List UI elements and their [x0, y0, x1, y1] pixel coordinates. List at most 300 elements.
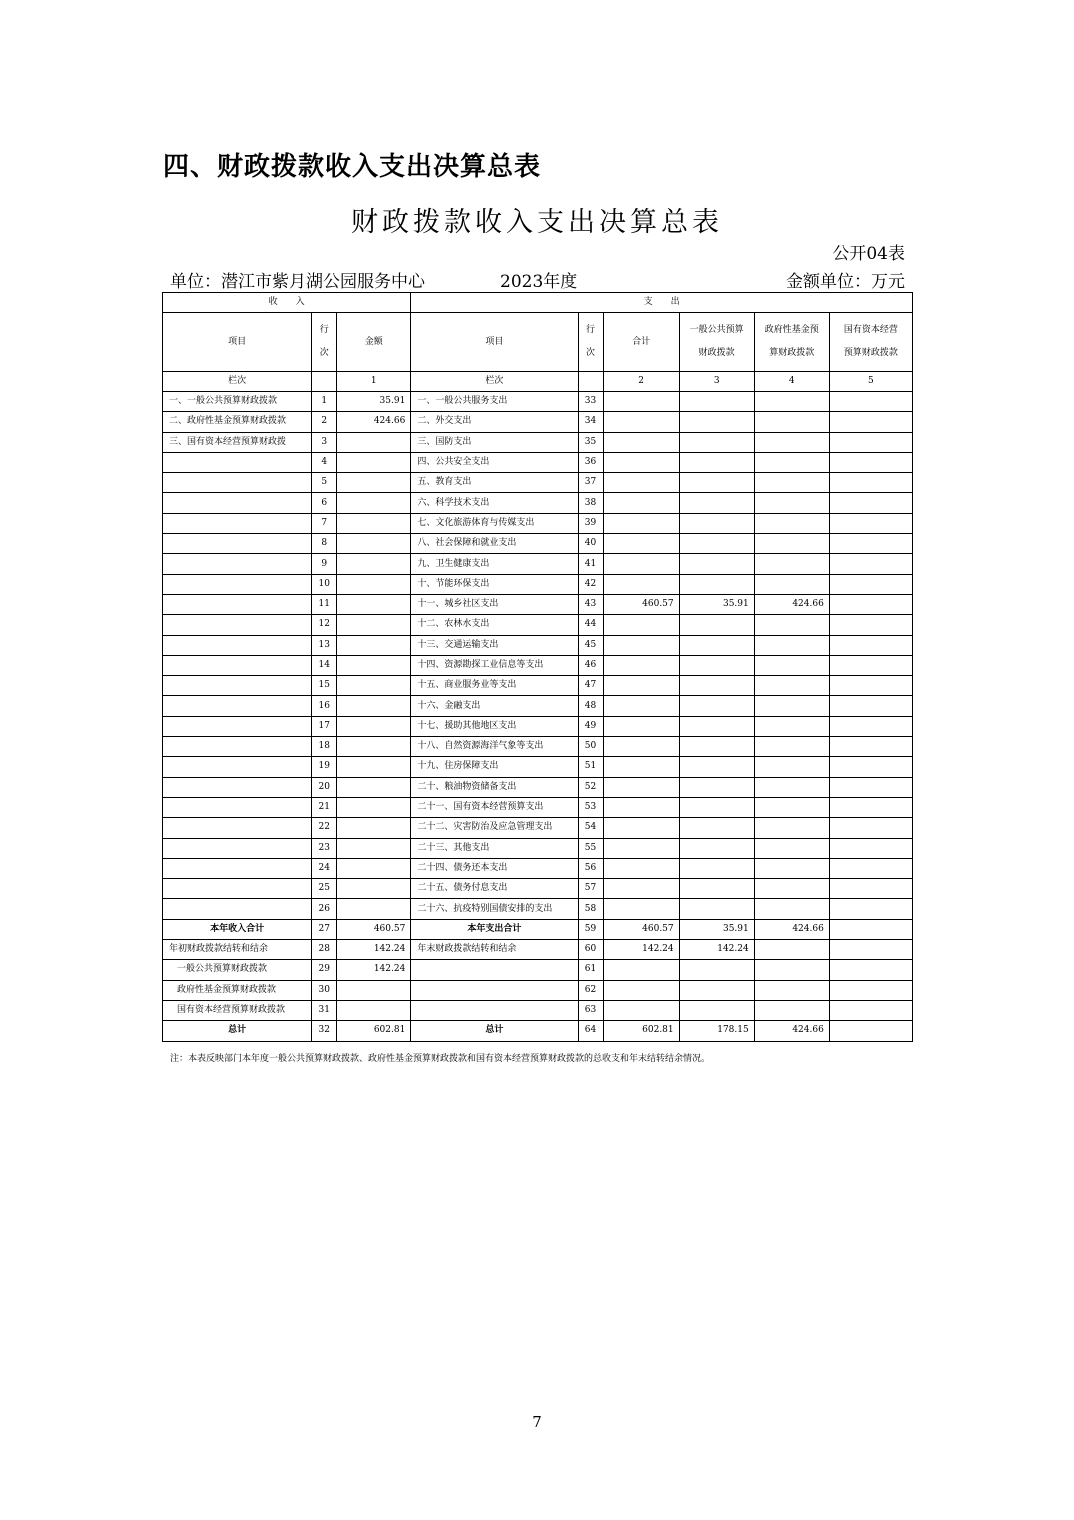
income-row-no: 6: [312, 493, 337, 513]
form-code: 公开04表: [832, 244, 905, 264]
gov-fund-amount: [754, 940, 829, 960]
gov-fund-amount: 424.66: [754, 594, 829, 614]
income-row-no: 30: [312, 980, 337, 1000]
expense-row-no: 59: [578, 919, 603, 939]
income-amount: [337, 676, 411, 696]
expense-row-no: 41: [578, 554, 603, 574]
state-capital-amount: [829, 534, 912, 554]
expense-item: 六、科学技术支出: [411, 493, 578, 513]
state-capital-amount: [829, 676, 912, 696]
income-row-no: 4: [312, 452, 337, 472]
total-amount: [603, 432, 679, 452]
general-budget-amount: [679, 635, 754, 655]
income-amount: 424.66: [337, 412, 411, 432]
total-amount: [603, 473, 679, 493]
table-row: [163, 574, 913, 594]
expense-item: 三、国防支出: [411, 432, 578, 452]
gov-fund-amount: [754, 412, 829, 432]
state-capital-amount: [829, 960, 912, 980]
income-item: [163, 534, 312, 554]
income-row-no: 12: [312, 615, 337, 635]
col-gov-fund: [754, 313, 829, 372]
state-capital-amount: [829, 838, 912, 858]
income-row-no: 1: [312, 392, 337, 412]
money-unit-label: 金额单位：万元: [786, 272, 905, 292]
table-row: [163, 655, 913, 675]
income-item: [163, 818, 312, 838]
general-budget-amount: [679, 412, 754, 432]
general-budget-amount: [679, 534, 754, 554]
expense-row-no: 35: [578, 432, 603, 452]
state-capital-amount: [829, 940, 912, 960]
col-state-top: 国有资本经营: [843, 325, 898, 335]
general-budget-amount: [679, 473, 754, 493]
income-item: 国有资本经营预算财政拨款: [163, 1000, 312, 1020]
table-row: [163, 797, 913, 817]
income-row-no: 11: [312, 594, 337, 614]
income-row-no: 29: [312, 960, 337, 980]
col-income-row: [312, 313, 337, 372]
income-row-no: 22: [312, 818, 337, 838]
table-note: 注：本表反映部门本年度一般公共预算财政拨款、政府性基金预算财政拨款和国有资本经营预算财政拨款的总收支和年末结转结余情况。: [170, 1054, 711, 1064]
total-amount: [603, 797, 679, 817]
total-amount: [603, 452, 679, 472]
total-amount: [603, 737, 679, 757]
income-amount: 460.57: [337, 919, 411, 939]
income-item: [163, 777, 312, 797]
carry-row: [163, 940, 913, 960]
gov-fund-amount: [754, 797, 829, 817]
income-row-no: 16: [312, 696, 337, 716]
income-item: [163, 594, 312, 614]
gov-fund-amount: [754, 452, 829, 472]
year-label: 2023年度: [500, 272, 578, 292]
table-row: [163, 899, 913, 919]
income-item: [163, 737, 312, 757]
col-row-bottom: 次: [319, 348, 329, 358]
general-budget-amount: [679, 615, 754, 635]
page-heading: 四、财政拨款收入支出决算总表: [163, 152, 542, 182]
general-budget-amount: [679, 737, 754, 757]
table-row: [163, 858, 913, 878]
expense-row-no: 46: [578, 655, 603, 675]
expense-item: 二十、粮油物资储备支出: [411, 777, 578, 797]
expense-row-no: 38: [578, 493, 603, 513]
income-amount: [337, 534, 411, 554]
general-budget-amount: [679, 696, 754, 716]
table-row: [163, 818, 913, 838]
expense-row-no: 61: [578, 960, 603, 980]
col-gov-fund-top: 政府性基金预: [764, 325, 819, 335]
state-capital-amount: [829, 879, 912, 899]
income-amount: [337, 452, 411, 472]
income-item: 总计: [163, 1021, 312, 1041]
total-amount: 142.24: [603, 940, 679, 960]
income-item: 二、政府性基金预算财政拨款: [163, 412, 312, 432]
general-budget-amount: [679, 858, 754, 878]
income-row-no: 27: [312, 919, 337, 939]
lanci-income-row: [312, 372, 337, 392]
expense-item: 八、社会保障和就业支出: [411, 534, 578, 554]
gov-fund-amount: [754, 513, 829, 533]
state-capital-amount: [829, 594, 912, 614]
expense-row-no: 62: [578, 980, 603, 1000]
income-item: [163, 797, 312, 817]
table-row: [163, 412, 913, 432]
income-row-no: 15: [312, 676, 337, 696]
carry-row: [163, 1000, 913, 1020]
income-amount: [337, 594, 411, 614]
lanci-2: 2: [603, 372, 679, 392]
total-amount: [603, 554, 679, 574]
carry-row: [163, 960, 913, 980]
income-item: 一般公共预算财政拨款: [163, 960, 312, 980]
general-budget-amount: [679, 960, 754, 980]
state-capital-amount: [829, 452, 912, 472]
general-budget-amount: [679, 838, 754, 858]
expense-item: 十七、援助其他地区支出: [411, 716, 578, 736]
expense-row-no: 64: [578, 1021, 603, 1041]
state-capital-amount: [829, 635, 912, 655]
income-item: [163, 757, 312, 777]
unit-label: 单位：潜江市紫月湖公园服务中心: [170, 272, 425, 292]
income-row-no: 18: [312, 737, 337, 757]
income-item: [163, 473, 312, 493]
table-row: [163, 392, 913, 412]
income-amount: [337, 432, 411, 452]
expense-item: 十二、农林水支出: [411, 615, 578, 635]
expense-row-no: 60: [578, 940, 603, 960]
general-budget-amount: [679, 676, 754, 696]
expense-row-no: 39: [578, 513, 603, 533]
income-amount: [337, 818, 411, 838]
income-row-no: 21: [312, 797, 337, 817]
general-budget-amount: 35.91: [679, 919, 754, 939]
expense-item: 总计: [411, 1021, 578, 1041]
state-capital-amount: [829, 919, 912, 939]
table-row: [163, 534, 913, 554]
total-amount: [603, 899, 679, 919]
expense-item: [411, 980, 578, 1000]
table-row: [163, 757, 913, 777]
gov-fund-amount: [754, 1000, 829, 1020]
state-capital-amount: [829, 615, 912, 635]
income-row-no: 23: [312, 838, 337, 858]
income-item: [163, 635, 312, 655]
table-row: [163, 513, 913, 533]
income-row-no: 2: [312, 412, 337, 432]
state-capital-amount: [829, 1021, 912, 1041]
expense-row-no: 57: [578, 879, 603, 899]
income-row-no: 28: [312, 940, 337, 960]
expense-row-no: 63: [578, 1000, 603, 1020]
income-amount: 35.91: [337, 392, 411, 412]
income-row-no: 20: [312, 777, 337, 797]
total-amount: [603, 1000, 679, 1020]
general-budget-amount: [679, 980, 754, 1000]
income-row-no: 8: [312, 534, 337, 554]
col-gov-fund-bottom: 算财政拨款: [769, 348, 815, 358]
general-budget-amount: [679, 432, 754, 452]
col-row-bottom: 次: [586, 348, 596, 358]
total-amount: [603, 879, 679, 899]
expense-item: 二十六、抗疫特别国债安排的支出: [411, 899, 578, 919]
income-amount: [337, 980, 411, 1000]
table-row: [163, 615, 913, 635]
income-amount: [337, 858, 411, 878]
expense-item: 十八、自然资源海洋气象等支出: [411, 737, 578, 757]
income-item: [163, 655, 312, 675]
page-number: 7: [532, 1413, 542, 1431]
income-row-no: 25: [312, 879, 337, 899]
state-capital-amount: [829, 899, 912, 919]
state-capital-amount: [829, 574, 912, 594]
gov-fund-amount: [754, 777, 829, 797]
total-amount: [603, 635, 679, 655]
total-amount: [603, 392, 679, 412]
lanci-expense-row: [578, 372, 603, 392]
gov-fund-amount: [754, 534, 829, 554]
general-budget-amount: [679, 493, 754, 513]
income-item: 政府性基金预算财政拨款: [163, 980, 312, 1000]
total-amount: [603, 980, 679, 1000]
state-capital-amount: [829, 716, 912, 736]
expense-item: 十九、住房保障支出: [411, 757, 578, 777]
lanci-1: 1: [337, 372, 411, 392]
expense-item: 九、卫生健康支出: [411, 554, 578, 574]
income-amount: [337, 838, 411, 858]
col-general-top: 一般公共预算: [689, 325, 744, 335]
table-row: [163, 554, 913, 574]
gov-fund-amount: [754, 737, 829, 757]
income-amount: [337, 879, 411, 899]
gov-fund-amount: [754, 838, 829, 858]
gov-fund-amount: [754, 473, 829, 493]
income-amount: 602.81: [337, 1021, 411, 1041]
general-budget-amount: [679, 574, 754, 594]
gov-fund-amount: [754, 858, 829, 878]
carry-row: [163, 980, 913, 1000]
col-amount: 金额: [337, 313, 411, 372]
income-item: [163, 493, 312, 513]
income-row-no: 26: [312, 899, 337, 919]
column-header-row: [163, 313, 913, 372]
income-amount: [337, 716, 411, 736]
total-amount: [603, 574, 679, 594]
income-item: [163, 452, 312, 472]
gov-fund-amount: [754, 635, 829, 655]
general-budget-amount: [679, 818, 754, 838]
state-capital-amount: [829, 392, 912, 412]
income-row-no: 9: [312, 554, 337, 574]
expense-row-no: 40: [578, 534, 603, 554]
income-amount: [337, 554, 411, 574]
income-item: 本年收入合计: [163, 919, 312, 939]
total-amount: [603, 493, 679, 513]
total-amount: [603, 838, 679, 858]
table-row: [163, 493, 913, 513]
total-amount: [603, 513, 679, 533]
col-state-bottom: 预算财政拨款: [843, 348, 898, 358]
table-row: [163, 879, 913, 899]
income-row-no: 31: [312, 1000, 337, 1020]
expense-row-no: 51: [578, 757, 603, 777]
state-capital-amount: [829, 777, 912, 797]
total-amount: [603, 412, 679, 432]
gov-fund-amount: [754, 696, 829, 716]
income-amount: 142.24: [337, 960, 411, 980]
income-amount: [337, 615, 411, 635]
total-amount: [603, 534, 679, 554]
income-amount: [337, 737, 411, 757]
income-row-no: 24: [312, 858, 337, 878]
expense-row-no: 48: [578, 696, 603, 716]
section-header-row: [163, 293, 913, 313]
table-row: [163, 696, 913, 716]
total-amount: [603, 777, 679, 797]
expense-row-no: 34: [578, 412, 603, 432]
subtotal-row: [163, 919, 913, 939]
gov-fund-amount: [754, 899, 829, 919]
total-amount: [603, 818, 679, 838]
gov-fund-amount: [754, 432, 829, 452]
table-row: [163, 594, 913, 614]
income-row-no: 3: [312, 432, 337, 452]
gov-fund-amount: [754, 574, 829, 594]
state-capital-amount: [829, 655, 912, 675]
expense-item: 十五、商业服务业等支出: [411, 676, 578, 696]
income-amount: [337, 1000, 411, 1020]
income-item: [163, 676, 312, 696]
expense-item: 四、公共安全支出: [411, 452, 578, 472]
gov-fund-amount: [754, 493, 829, 513]
income-item: [163, 858, 312, 878]
expense-item: 十、节能环保支出: [411, 574, 578, 594]
table-row: [163, 635, 913, 655]
expense-row-no: 56: [578, 858, 603, 878]
general-budget-amount: [679, 655, 754, 675]
gov-fund-amount: [754, 757, 829, 777]
expense-row-no: 53: [578, 797, 603, 817]
col-expense-item: 项目: [411, 313, 578, 372]
gov-fund-amount: [754, 960, 829, 980]
general-budget-amount: 178.15: [679, 1021, 754, 1041]
income-amount: [337, 574, 411, 594]
state-capital-amount: [829, 757, 912, 777]
expense-row-no: 44: [578, 615, 603, 635]
state-capital-amount: [829, 858, 912, 878]
state-capital-amount: [829, 797, 912, 817]
table-row: [163, 737, 913, 757]
state-capital-amount: [829, 737, 912, 757]
state-capital-amount: [829, 432, 912, 452]
general-budget-amount: [679, 1000, 754, 1020]
expense-row-no: 47: [578, 676, 603, 696]
gov-fund-amount: [754, 554, 829, 574]
finance-table: [162, 292, 913, 1042]
income-row-no: 19: [312, 757, 337, 777]
income-item: 一、一般公共预算财政拨款: [163, 392, 312, 412]
col-income-item: 项目: [163, 313, 312, 372]
income-amount: 142.24: [337, 940, 411, 960]
expense-item: 十六、金融支出: [411, 696, 578, 716]
income-amount: [337, 635, 411, 655]
gov-fund-amount: 424.66: [754, 1021, 829, 1041]
gov-fund-amount: [754, 879, 829, 899]
income-amount: [337, 899, 411, 919]
state-capital-amount: [829, 493, 912, 513]
income-row-no: 5: [312, 473, 337, 493]
col-general-bottom: 财政拨款: [698, 348, 735, 358]
table-row: [163, 473, 913, 493]
state-capital-amount: [829, 554, 912, 574]
col-row-top: 行: [319, 325, 329, 335]
general-budget-amount: [679, 899, 754, 919]
grand-total-row: [163, 1021, 913, 1041]
general-budget-amount: [679, 554, 754, 574]
expense-item: [411, 1000, 578, 1020]
lanci-4: 4: [754, 372, 829, 392]
table-title: 财政拨款收入支出决算总表: [351, 207, 723, 238]
gov-fund-amount: [754, 676, 829, 696]
income-item: 三、国有资本经营预算财政拨: [163, 432, 312, 452]
income-amount: [337, 696, 411, 716]
total-amount: [603, 696, 679, 716]
expense-item: 二十五、债务付息支出: [411, 879, 578, 899]
income-item: [163, 574, 312, 594]
income-amount: [337, 777, 411, 797]
col-general: [679, 313, 754, 372]
income-amount: [337, 473, 411, 493]
lanci-row: [163, 372, 913, 392]
total-amount: [603, 716, 679, 736]
col-expense-row: [578, 313, 603, 372]
table-row: [163, 777, 913, 797]
lanci-5: 5: [829, 372, 912, 392]
total-amount: 460.57: [603, 919, 679, 939]
expense-item: [411, 960, 578, 980]
income-row-no: 13: [312, 635, 337, 655]
expense-item: 二、外交支出: [411, 412, 578, 432]
total-amount: [603, 676, 679, 696]
income-row-no: 17: [312, 716, 337, 736]
general-budget-amount: 142.24: [679, 940, 754, 960]
expense-item: 五、教育支出: [411, 473, 578, 493]
general-budget-amount: [679, 716, 754, 736]
section-expense: 支 出: [411, 293, 913, 313]
expense-row-no: 55: [578, 838, 603, 858]
gov-fund-amount: 424.66: [754, 919, 829, 939]
income-item: [163, 696, 312, 716]
income-amount: [337, 655, 411, 675]
table-row: [163, 838, 913, 858]
gov-fund-amount: [754, 716, 829, 736]
expense-row-no: 33: [578, 392, 603, 412]
state-capital-amount: [829, 818, 912, 838]
table-row: [163, 432, 913, 452]
total-amount: [603, 615, 679, 635]
state-capital-amount: [829, 513, 912, 533]
income-amount: [337, 513, 411, 533]
income-item: [163, 554, 312, 574]
state-capital-amount: [829, 980, 912, 1000]
col-row-top: 行: [586, 325, 596, 335]
expense-row-no: 50: [578, 737, 603, 757]
general-budget-amount: [679, 797, 754, 817]
general-budget-amount: [679, 757, 754, 777]
gov-fund-amount: [754, 615, 829, 635]
total-amount: [603, 858, 679, 878]
